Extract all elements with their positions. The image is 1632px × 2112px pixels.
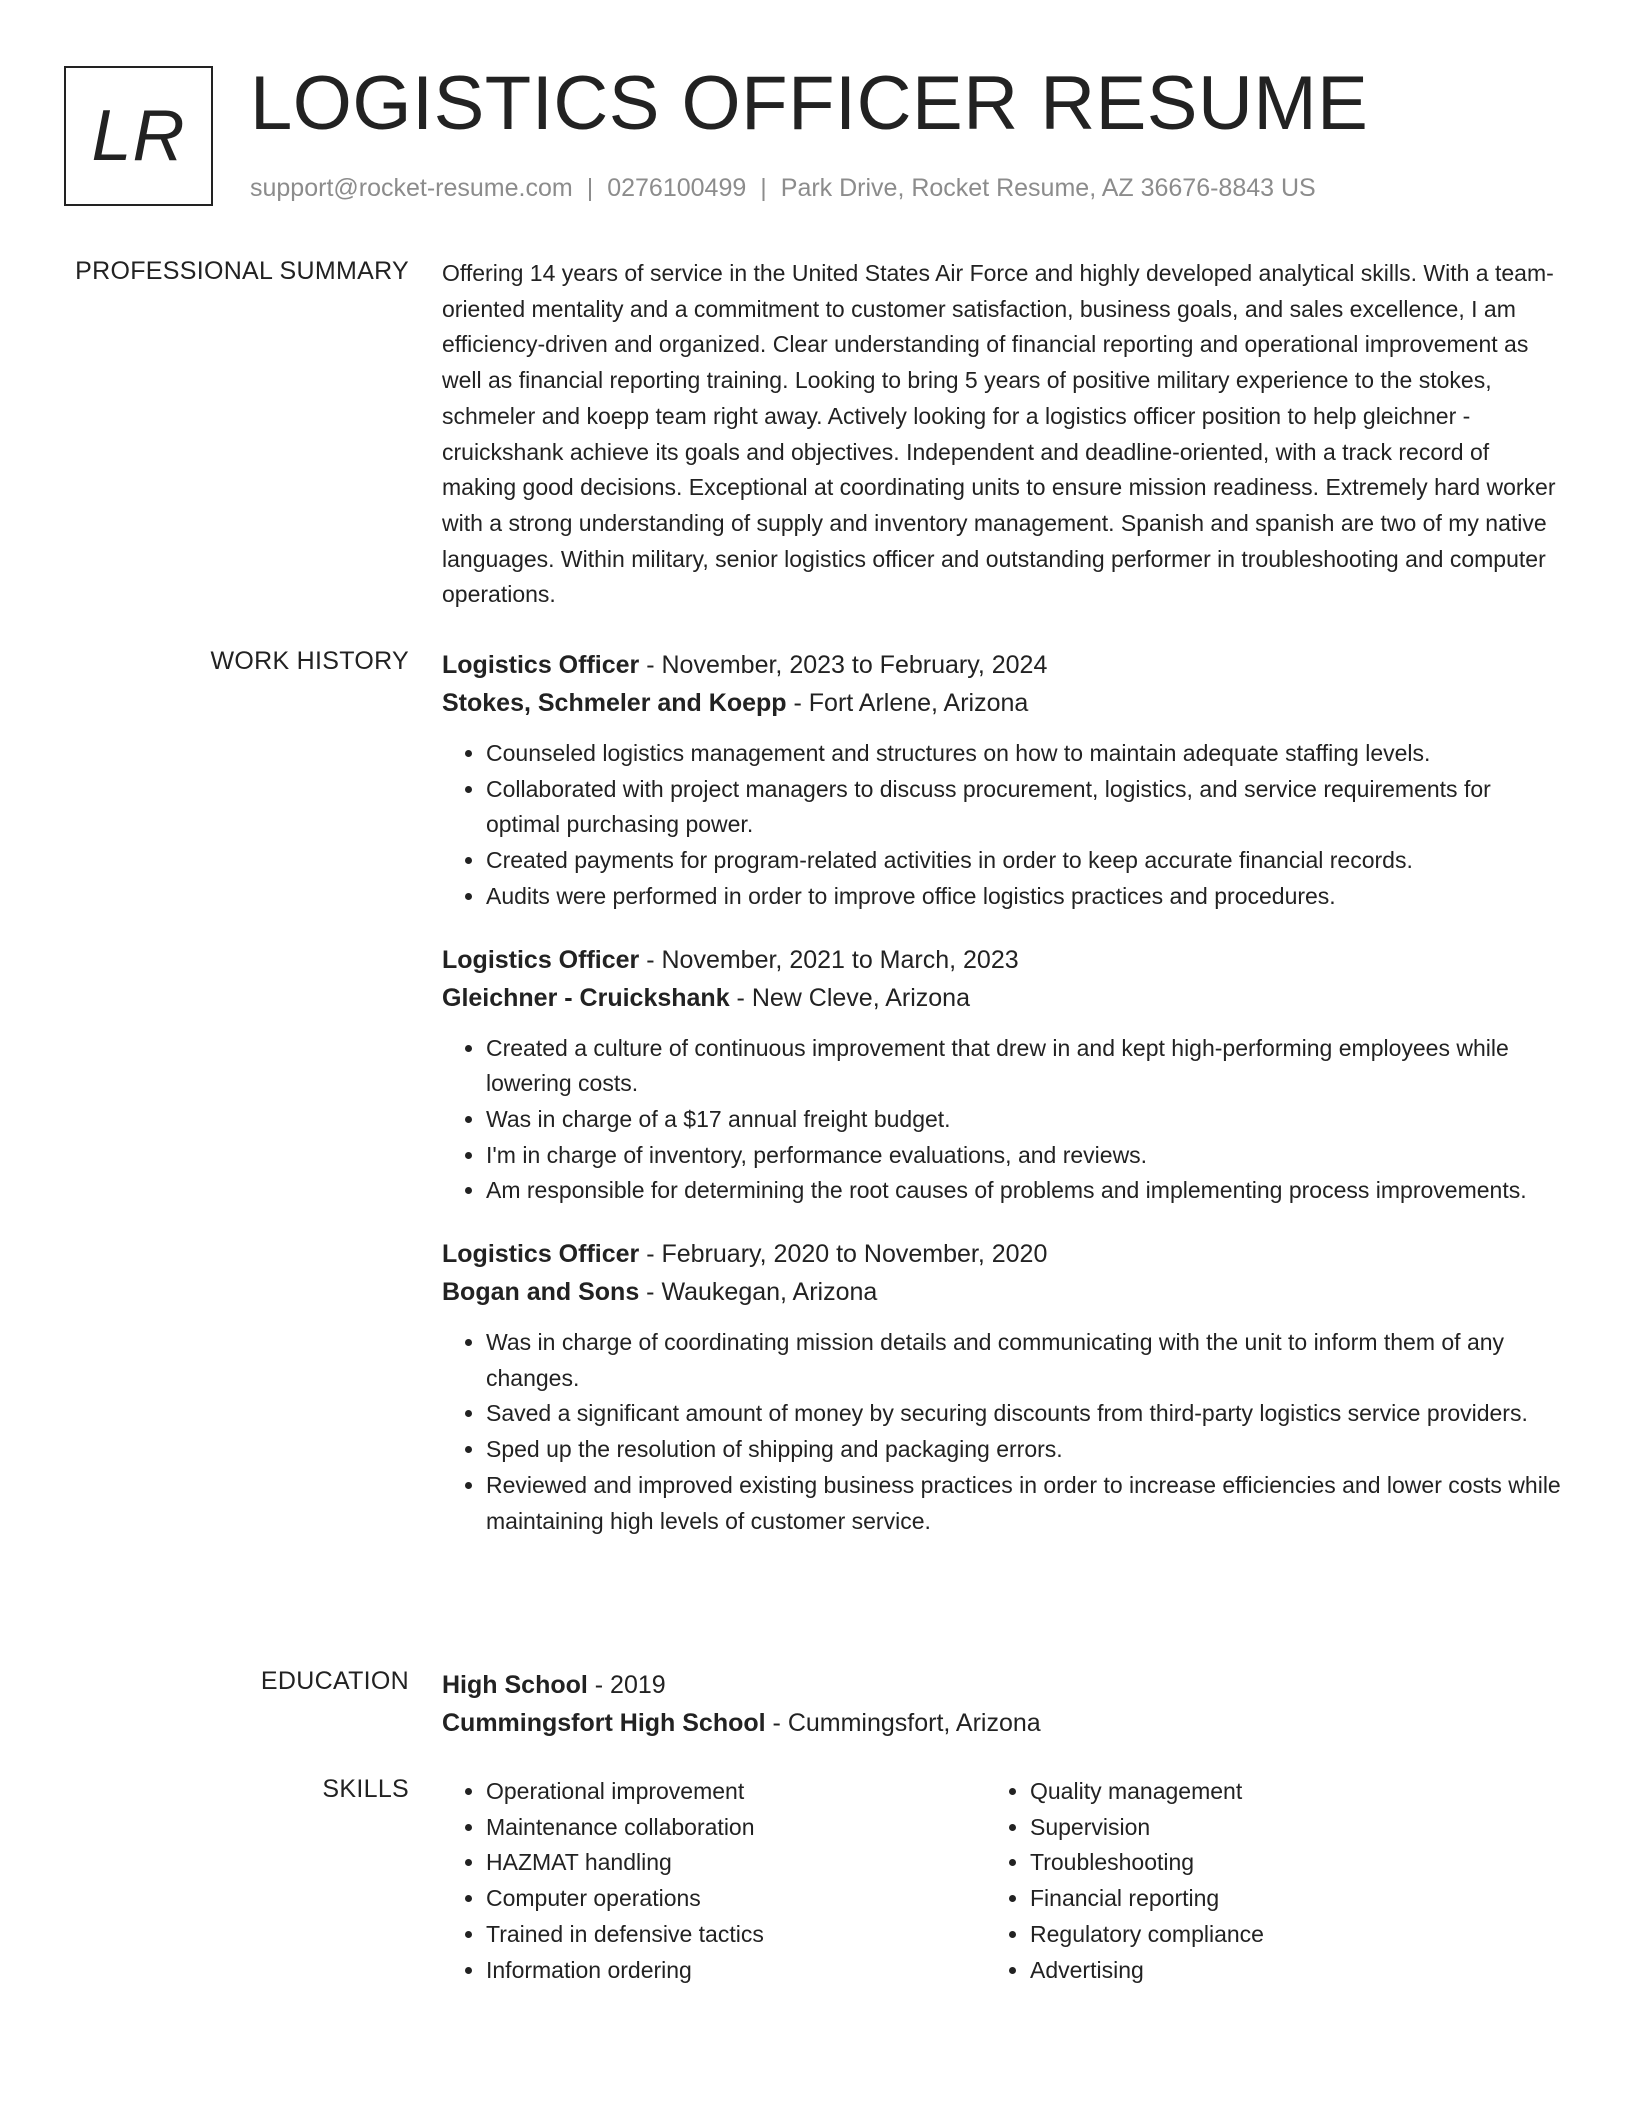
work-history-body — [442, 646, 1568, 1565]
job-company: Gleichner - Cruickshank — [442, 983, 730, 1012]
job-bullet: • Reviewed and improved existing business practices in order to increase efficiencies and lower costs while maintaining high levels of customer service. — [486, 1468, 1568, 1539]
job-company: Stokes, Schmeler and Koepp — [442, 689, 787, 717]
section-label-summary: PROFESSIONAL SUMMARY — [75, 257, 409, 285]
page-title: LOGISTICS OFFICER RESUME — [250, 61, 1369, 146]
job-bullet: • Collaborated with project managers to discuss procurement, logistics, and service requirements for optimal purchasing power. — [486, 772, 1568, 843]
skill-item: • Operational improvement — [486, 1774, 986, 1810]
section-label-skills: SKILLS — [322, 1775, 409, 1803]
contact-phone[interactable]: 0276100499 — [607, 174, 747, 202]
section-label-education: EDUCATION — [260, 1667, 409, 1695]
education-year: - 2019 — [587, 1671, 666, 1699]
job-entry — [442, 646, 1568, 915]
job-location: - Waukegan, Arizona — [639, 1278, 878, 1307]
job-company-line — [442, 1273, 1568, 1311]
skills-list-left — [442, 1774, 986, 1988]
job-location: - Fort Arlene, Arizona — [786, 689, 1029, 717]
job-dates: - November, 2021 to March, 2023 — [639, 945, 1019, 974]
contact-email[interactable]: support@rocket-resume.com — [250, 174, 573, 202]
skill-item: • Advertising — [1030, 1953, 1530, 1989]
job-title: Logistics Officer — [442, 1240, 640, 1269]
job-title: Logistics Officer — [442, 651, 640, 679]
job-bullet: • Counseled logistics management and structures on how to maintain adequate staffing levels. — [486, 736, 1568, 772]
job-bullet: • Was in charge of coordinating mission details and communicating with the unit to inform them of any changes. — [486, 1325, 1568, 1396]
skills-columns — [442, 1774, 1568, 1988]
contact-separator: | — [586, 174, 594, 202]
job-dates: - November, 2023 to February, 2024 — [639, 651, 1048, 679]
job-bullet: • Am responsible for determining the root causes of problems and implementing process improvements. — [486, 1173, 1568, 1209]
summary-body — [442, 256, 1568, 613]
job-bullets — [442, 1031, 1568, 1210]
education-location: - Cummingsfort, Arizona — [765, 1709, 1041, 1737]
job-dates: - February, 2020 to November, 2020 — [639, 1240, 1048, 1269]
education-degree: High School — [442, 1671, 588, 1699]
summary-text: Offering 14 years of service in the United States Air Force and highly developed analytical skills. With a team-oriented mentality and a commitment to customer satisfaction, business goals, and sales excellence, I am efficiency-driven and organized. Clear understanding of financial reporting and operational improvement as well as financial reporting training. Looking to bring 5 years of positive military experience to the stokes, schmeler and koepp team right away. Actively looking for a logistics officer position to help gleichner - cruickshank achieve its goals and objectives. Independent and deadline-oriented, with a track record of making good decisions. Exceptional at coordinating units to ensure mission readiness. Extremely hard worker with a strong understanding of supply and inventory management. Spanish and spanish are two of my native languages. Within military, senior logistics officer and outstanding performer in troubleshooting and computer operations. — [442, 260, 1556, 608]
skill-item: • Financial reporting — [1030, 1881, 1530, 1917]
skill-item: • Troubleshooting — [1030, 1845, 1530, 1881]
job-location: - New Cleve, Arizona — [729, 983, 970, 1012]
skill-item: • Quality management — [1030, 1774, 1530, 1810]
job-bullet: • Audits were performed in order to improve office logistics practices and procedures. — [486, 879, 1568, 915]
job-bullet: • Sped up the resolution of shipping and packaging errors. — [486, 1432, 1568, 1468]
job-bullet: • Was in charge of a $17 annual freight budget. — [486, 1102, 1568, 1138]
skill-item: • HAZMAT handling — [486, 1845, 986, 1881]
contact-line — [250, 174, 1316, 203]
skill-item: • Maintenance collaboration — [486, 1810, 986, 1846]
contact-separator: | — [760, 174, 767, 202]
job-bullets — [442, 1325, 1568, 1539]
section-label-work-history: WORK HISTORY — [210, 647, 409, 675]
skill-item: • Supervision — [1030, 1810, 1530, 1846]
skill-item: • Information ordering — [486, 1953, 986, 1989]
job-bullet: • Saved a significant amount of money by securing discounts from third-party logistics service providers. — [486, 1396, 1568, 1432]
skills-list-right — [986, 1774, 1530, 1988]
job-entry — [442, 941, 1568, 1210]
job-bullets — [442, 736, 1568, 915]
job-company-line — [442, 684, 1568, 722]
contact-address: Park Drive, Rocket Resume, AZ 36676-8843 US — [780, 174, 1316, 202]
job-title: Logistics Officer — [442, 945, 640, 974]
education-school-line — [442, 1704, 1568, 1742]
skill-item: • Regulatory compliance — [1030, 1917, 1530, 1953]
job-company-line — [442, 979, 1568, 1017]
job-title-line — [442, 646, 1568, 684]
resume-header — [64, 61, 1568, 214]
education-body — [442, 1666, 1568, 1742]
job-entry — [442, 1235, 1568, 1539]
skills-body — [442, 1774, 1568, 1988]
education-degree-line — [442, 1666, 1568, 1704]
job-title-line — [442, 941, 1568, 979]
skill-item: • Trained in defensive tactics — [486, 1917, 986, 1953]
skill-item: • Computer operations — [486, 1881, 986, 1917]
education-school: Cummingsfort High School — [442, 1709, 766, 1737]
job-bullet: • Created payments for program-related activities in order to keep accurate financial records. — [486, 843, 1568, 879]
job-bullet: • Created a culture of continuous improvement that drew in and kept high-performing employees while lowering costs. — [486, 1031, 1568, 1102]
job-company: Bogan and Sons — [442, 1278, 640, 1307]
monogram-logo: LR — [64, 66, 213, 206]
job-bullet: • I'm in charge of inventory, performance evaluations, and reviews. — [486, 1138, 1568, 1174]
job-title-line — [442, 1235, 1568, 1273]
